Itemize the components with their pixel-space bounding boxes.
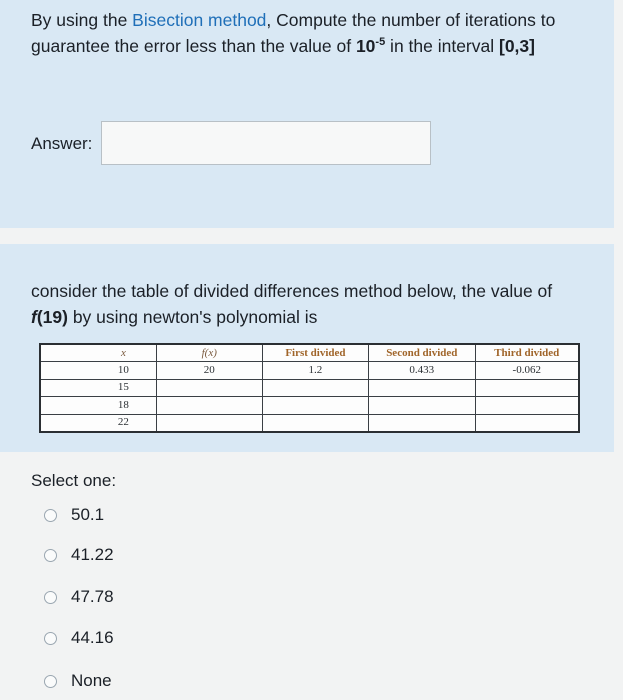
option-3[interactable]: [44, 586, 114, 608]
radio-button-icon[interactable]: [44, 632, 57, 645]
table-row: 15: [40, 379, 579, 396]
header-second-divided: Second divided: [369, 344, 475, 362]
option-label: None: [71, 671, 112, 690]
option-label: 41.22: [71, 545, 114, 564]
divided-differences-table: [39, 343, 580, 433]
answer-label: Answer:: [31, 134, 93, 153]
q1-interval: [0,3]: [499, 36, 535, 56]
radio-button-icon[interactable]: [44, 509, 57, 522]
option-label: 50.1: [71, 505, 105, 524]
q1-text-mid: , Compute the number of iterations to guarantee the error less than the value of: [31, 10, 556, 56]
option-5[interactable]: [44, 670, 112, 692]
table-row: 22: [40, 414, 579, 432]
option-label: 47.78: [71, 587, 114, 606]
table-header-row: [40, 344, 579, 362]
question-2-text: [31, 278, 591, 330]
q2-text-prefix: consider the table of divided differences method below, the value of: [31, 281, 553, 301]
q2-text-suffix: by using newton's polynomial is: [67, 307, 318, 327]
header-first-divided: First divided: [262, 344, 368, 362]
option-4[interactable]: [44, 627, 114, 649]
option-2[interactable]: [44, 544, 114, 566]
q1-text-after: in the interval: [385, 36, 499, 56]
q1-error-exponent: -5: [375, 36, 386, 48]
table-row: 18: [40, 397, 579, 414]
question-1-text: [31, 7, 601, 59]
answer-input[interactable]: [101, 121, 431, 165]
q2-f-arg: (19): [36, 307, 68, 327]
q1-text-prefix: By using the: [31, 10, 133, 30]
header-third-divided: Third divided: [475, 344, 579, 362]
radio-button-icon[interactable]: [44, 591, 57, 604]
table-row: 10 20 1.2 0.433 -0.062: [40, 362, 579, 379]
radio-button-icon[interactable]: [44, 675, 57, 688]
select-one-label: Select one:: [31, 471, 117, 490]
q1-method-name: Bisection method: [132, 10, 267, 30]
radio-button-icon[interactable]: [44, 549, 57, 562]
option-1[interactable]: [44, 504, 104, 526]
header-x: x: [40, 344, 156, 362]
q2-f-symbol: f: [31, 307, 37, 327]
q1-error-base: 10: [355, 36, 376, 56]
option-label: 44.16: [71, 628, 114, 647]
header-fx: f(x): [156, 344, 262, 362]
